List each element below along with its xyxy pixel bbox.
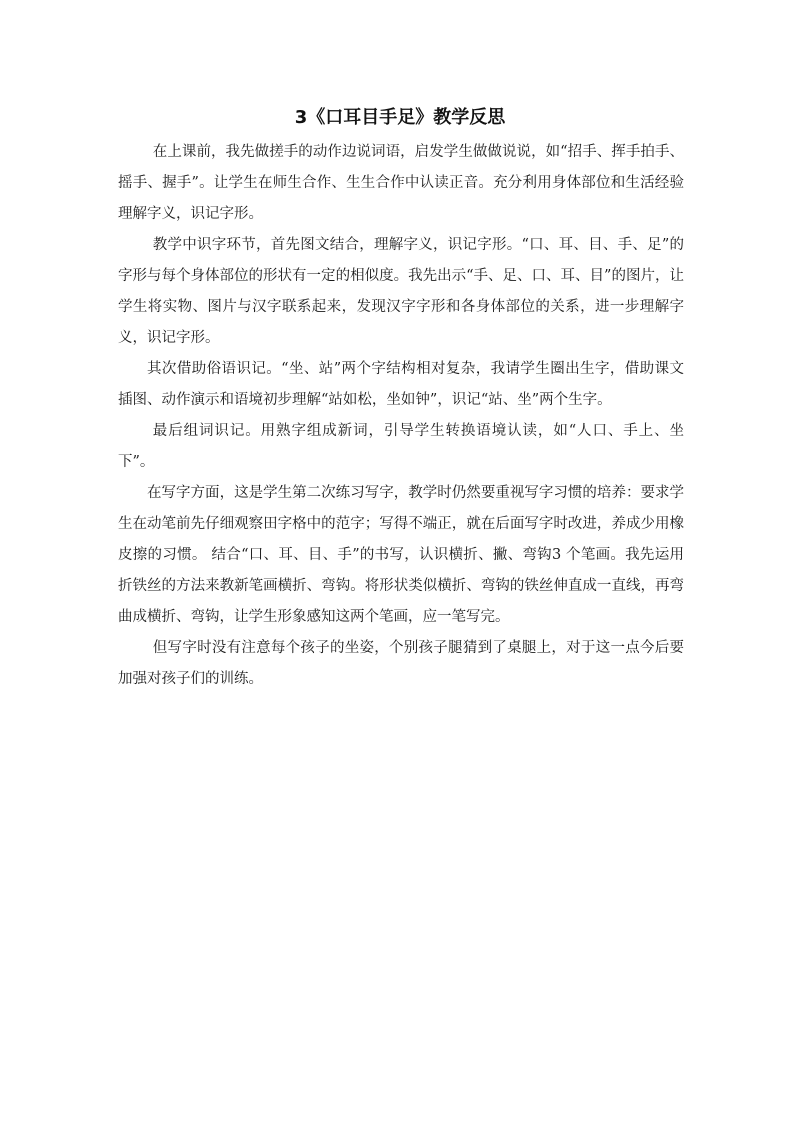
paragraph-2: 教学中识字环节，首先图文结合，理解字义，识记字形。“口、耳、目、手、足”的字形与每个身体部位的形状有一定的相似度。我先出示“手、足、口、耳、目”的图片，让学生将实物、图片与汉字联系起来，发现汉字字形和各身体部位的关系，进一步理解字义，识记字形。 — [118, 237, 684, 346]
paragraph-6: 但写字时没有注意每个孩子的坐姿，个别孩子腿猜到了桌腿上，对于这一点今后要加强对孩子们的训练。 — [118, 640, 684, 687]
paragraph-3: 其次借助俗语识记。“坐、站”两个字结构相对复杂，我请学生圈出生字，借助课文 插图、动作演示和语境初步理解“站如松，坐如钟”，识记“站、坐”两个生字。 — [118, 361, 684, 408]
document-title: 3《口耳目手足》教学反思 — [294, 107, 506, 128]
paragraph-1: 在上课前，我先做搓手的动作边说词语，启发学生做做说说，如“招手、挥手拍手、摇手、握手”。让学生在师生合作、生生合作中认读正音。充分利用身体部位和生活经验理解字义，识记字形。 — [118, 144, 684, 222]
paragraph-4: 最后组词识记。用熟字组成新词，引导学生转换语境认读，如“人口、手上、坐下”。 — [118, 423, 684, 470]
paragraph-5: 在写字方面，这是学生第二次练习写字，教学时仍然要重视写字习惯的培养：要求学生在动笔前先仔细观察田字格中的范字；写得不端正，就在后面写字时改进，养成少用橡皮擦的习惯。 结合“口、耳、目、手”的书写，认识横折、撇、弯钩3 个笔画。我先运用折铁丝的方法来教新笔画横折、弯钩。将形状类似横折、弯钩的铁丝伸直成一直线，再弯曲成横折、弯钩，让学生形象感知这两个笔画，应一笔写完。 — [118, 485, 684, 625]
document-body — [118, 137, 684, 695]
